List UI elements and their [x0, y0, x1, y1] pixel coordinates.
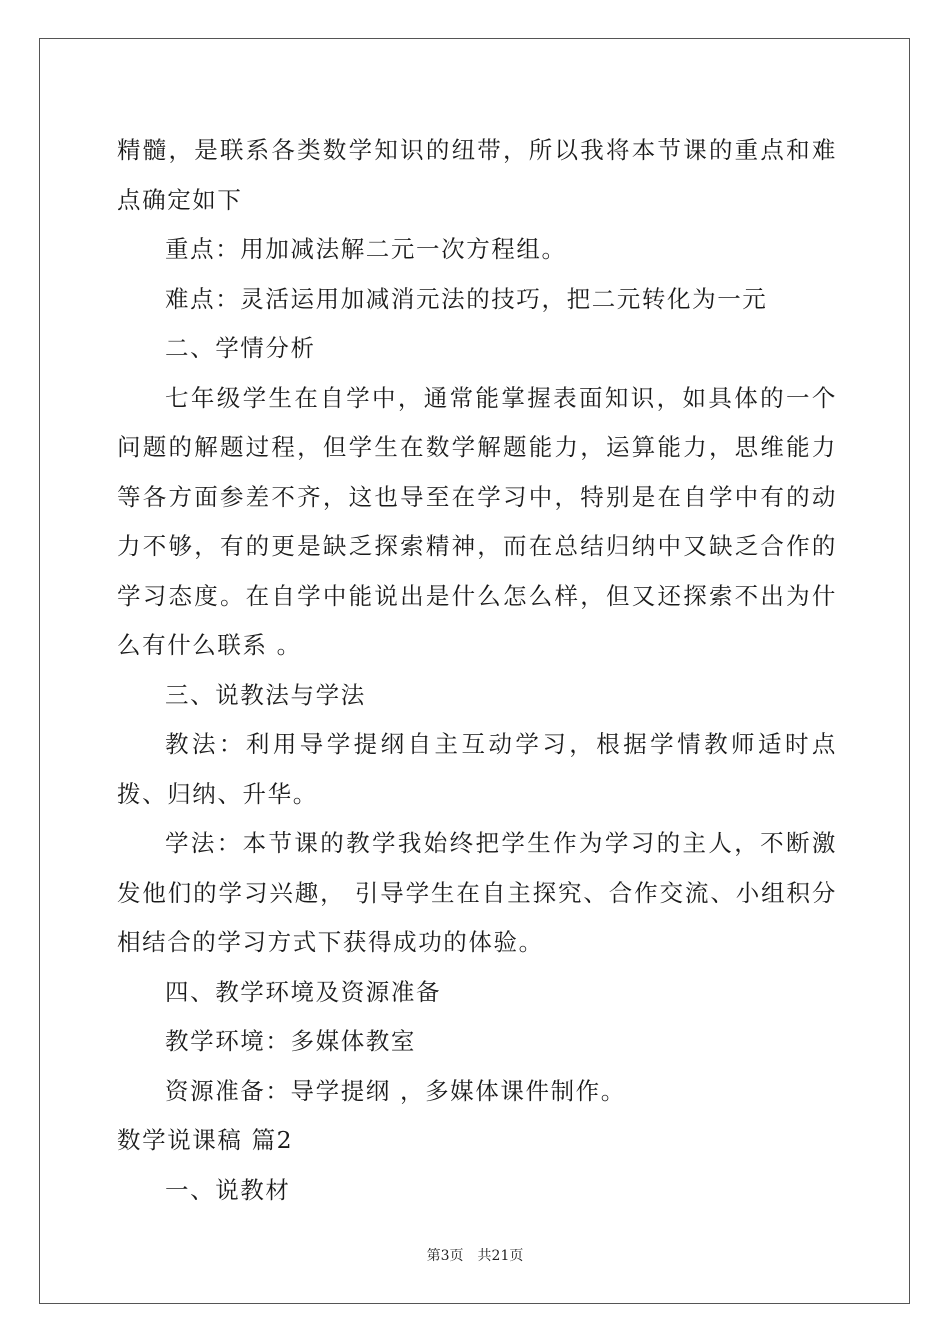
paragraph-learning-method: 学法：本节课的教学我始终把学生作为学习的主人，不断激发他们的学习兴趣， 引导学生在自主探究、合作交流、小组积分相结合的学习方式下获得成功的体验。	[117, 829, 837, 956]
section-heading: 一、说教材	[165, 1175, 291, 1204]
section-heading: 三、说教法与学法	[165, 680, 366, 709]
paragraph: 精髓，是联系各类数学知识的纽带，所以我将本节课的重点和难点确定如下	[117, 136, 837, 214]
paragraph-teaching-method: 教法：利用导学提纲自主互动学习，根据学情教师适时点拨、归纳、升华。	[117, 730, 837, 808]
page-footer	[0, 1246, 950, 1266]
paragraph-key-point: 重点：用加减法解二元一次方程组。	[165, 235, 567, 263]
page-number: 第3页	[426, 1248, 464, 1264]
page-total: 共21页	[477, 1248, 524, 1264]
paragraph: 七年级学生在自学中，通常能掌握表面知识，如具体的一个问题的解题过程，但学生在数学解题能力，运算能力，思维能力等各方面参差不齐，这也导至在学习中，特别是在自学中有的动力不够，有的更是缺乏探索精神，而在总结归纳中又缺乏合作的学习态度。在自学中能说出是什么怎么样，但又还探索不出为什么有什么联系 。	[117, 383, 837, 659]
document-title: 数学说课稿 篇2	[117, 1126, 294, 1154]
paragraph-resources: 资源准备：导学提纲 ，多媒体课件制作。	[165, 1076, 626, 1105]
section-heading: 二、学情分析	[165, 334, 316, 362]
section-heading: 四、教学环境及资源准备	[165, 977, 442, 1006]
document-body	[117, 126, 837, 1215]
paragraph-difficult-point: 难点：灵活运用加减消元法的技巧，把二元转化为一元	[165, 284, 768, 313]
paragraph-environment: 教学环境：多媒体教室	[165, 1027, 416, 1055]
